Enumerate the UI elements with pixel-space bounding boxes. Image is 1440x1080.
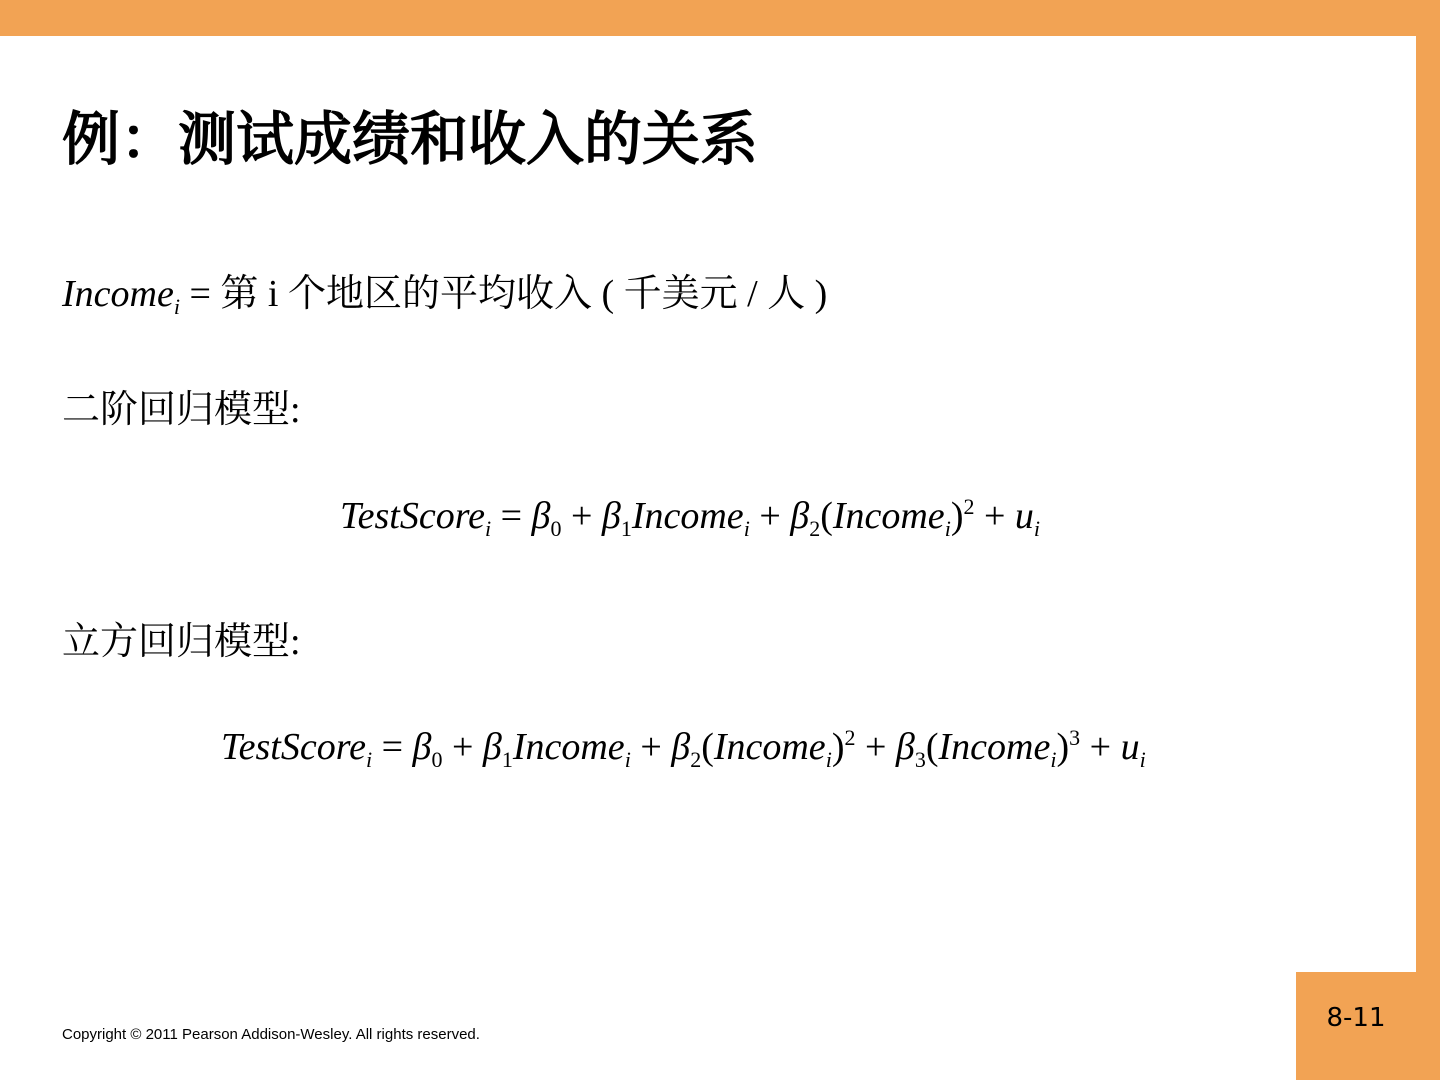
page-number: 8-11: [1326, 1003, 1386, 1033]
slide-title: 例：测试成绩和收入的关系: [62, 105, 759, 173]
income-description: 第 i 个地区的平均收入 ( 千美元 / 人 ): [220, 273, 828, 315]
cubic-model-label: 立方回归模型:: [62, 621, 301, 663]
income-definition: [62, 262, 827, 317]
quadratic-equation: TestScore$_i$ = $\beta_0$ + $\beta_1Income_i$ + $\beta_2(Income_i)^2 + u_i$: [340, 494, 1041, 541]
cubic-equation: TestScore$_i$ = $\beta_0$ + $\beta_1Income_i$ + $\beta_2(Income_i)^2$ + $\beta_3(Income_i)^3 + u_i$: [221, 725, 1146, 772]
income-variable: Income: [62, 273, 174, 315]
top-accent-bar: [0, 0, 1440, 36]
copyright-notice: Copyright © 2011 Pearson Addison-Wesley. All rights reserved.: [62, 1026, 480, 1043]
equals-sign: =: [179, 273, 221, 315]
quadratic-model-label: 二阶回归模型:: [62, 389, 301, 431]
income-subscript: i: [173, 294, 180, 319]
right-accent-bar: [1416, 0, 1440, 1080]
